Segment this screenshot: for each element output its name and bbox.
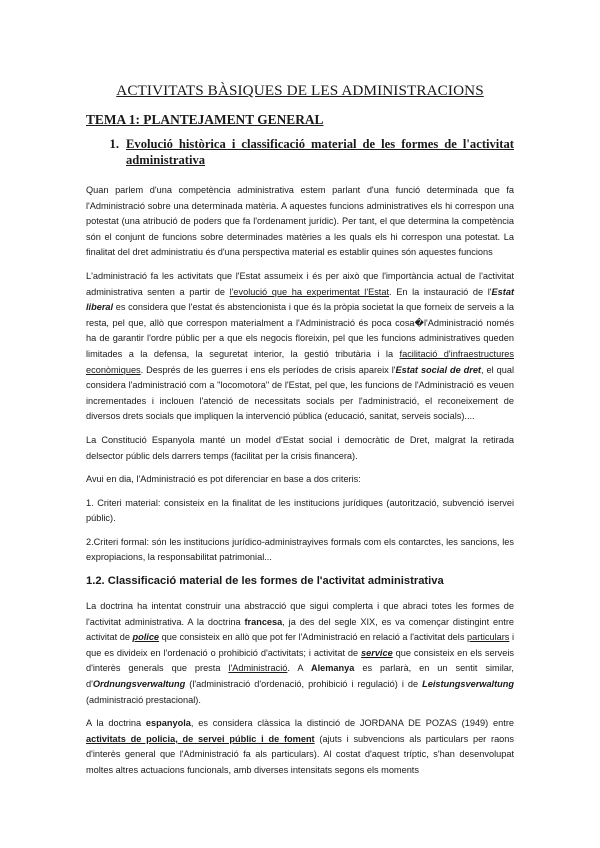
section-2-heading: 1.2. Classificació material de les formes de l'activitat administrativa (86, 575, 444, 588)
paragraph-6: 2.Criteri formal: són les institucions jurídico-administrayives formals com els contarctes, les sancions, les expropiacions, la responsabilitat patrimonial... (86, 536, 514, 563)
p7-text: La doctrina ha intentat construir una abstracció que sigui complerta i que abraci totes les formes de l'activitat administrativa. A la doctrina (86, 601, 514, 627)
p2-text: l'Administració només ha de garantir l'ordre públic per a que els negocis floreixin, pel que les funcions administratives queden limitades a la defensa, la seguretat interior, la gestió tributària i la (86, 317, 514, 359)
p7-service: service (361, 647, 393, 658)
p8-text: , es considera clàssica la distinció de JORDANA DE POZAS (1949) entre (190, 718, 514, 729)
p7-text: , ja des del segle XIX, es va començar distingint entre activitat de (86, 616, 514, 643)
p7-text: i que es divideix en l'ordenació o prohibició d'activitats; i activitat de (86, 632, 514, 658)
paragraph-5: 1. Criteri material: consisteix en la finalitat de les institucions jurídiques (autorització, subvenció iservei públic). (86, 497, 514, 524)
p7-text: . A (287, 663, 311, 674)
p2-replacement-glyph: � (414, 317, 424, 328)
paragraph-3: La Constitució Espanyola manté un model d'Estat social i democràtic de Dret, malgrat la retirada delsector públic dels darrers temps (facilitat per la crisis financera). (86, 434, 514, 461)
p2-text: L'administració fa les activitats que l'Estat assumeix i és per això que l'importància actual de l'activitat administrativa senten a partir de (86, 270, 514, 297)
section-1-heading (86, 136, 514, 168)
p7-text: (administració prestacional). (86, 694, 201, 705)
paragraph-4: Avui en dia, l'Administració es pot diferenciar en base a dos criteris: (86, 474, 361, 485)
p7-police: police (132, 632, 160, 643)
p7-francesa: francesa (244, 616, 283, 627)
p8-text: A la doctrina (86, 718, 146, 729)
p7-leistungsverwaltung: Leistungsverwaltung (422, 679, 514, 690)
tema-title: TEMA 1: PLANTEJAMENT GENERAL (86, 112, 324, 127)
p7-text: que consisteix en allò que pot fer l'Administració en relació a l'activitat dels (159, 632, 467, 643)
p2-text: . En la instauració de l' (389, 286, 492, 297)
p8-text: (ajuts i subvencions als particulars per raons d'interès general que l'Administració fa als particulars). Al costat d'aquest tríptic, s'han desenvolupat moltes altres actuacions funcionals, amb diverses intensitats segons els moments (86, 733, 514, 775)
p2-underline-economiques: econòmiques (86, 364, 141, 375)
paragraph-2 (86, 269, 514, 425)
p7-administracio: l'Administració (228, 663, 288, 674)
p7-text: que consisteix en els serveis d'interès generals que presta (86, 647, 514, 674)
p7-text: es parlarà, en un sentit similar, d' (86, 663, 514, 690)
p2-estat-liberal: Estat liberal (86, 286, 514, 313)
p2-underline-evolucio: l'evolució que ha experimentat l'Estat (229, 286, 390, 297)
p2-underline-infraestructures: facilitació d'infraestructures (399, 348, 514, 359)
p7-ordnungsverwaltung: Ordnungsverwaltung (92, 679, 186, 690)
p8-activitats-triptic: activitats de policia, de servei públic i de foment (86, 733, 315, 744)
paragraph-1: Quan parlem d'una competència administrativa estem parlant d'una funció determinada que fa l'Administració sobre una determinada matèria. A aquestes funcions administratives els hi correspon una potestat (una atribució de poders que fa l'ordenament jurídic). Per tant, el que determina la competència són el conjunt de funcions sobre determinades matèries a les quals els hi correspon una potestat. La finalitat del dret administratiu és d'una perspectiva material es establir quines són aquestes funcions (86, 185, 514, 258)
section-1-number: 1. (109, 137, 119, 151)
p2-estat-social: Estat social de dret (395, 364, 481, 375)
section-1-title: Evolució històrica i classificació material de les formes de l'activitat administrativa (126, 137, 514, 167)
p8-espanyola: espanyola (145, 718, 191, 729)
p7-particulars: particulars (467, 632, 510, 643)
document-title: ACTIVITATS BÀSIQUES DE LES ADMINISTRACIONS (116, 82, 484, 99)
paragraph-7 (86, 599, 514, 708)
p2-text: . Després de les guerres i ens els períodes de crisis apareix l' (140, 364, 396, 375)
p2-text: es considera que l'estat és abstencionista i que és la pròpia societat la que forneix de serveis a la resta, pel que, allò que correspon materialment a l'Administració és poca cosa (86, 302, 514, 328)
p2-text: , el qual considera l'administració com a "locomotora" de l'Estat, pel que, les funcions de l'Administració es veuen incrementades i inclouen l'atenció de necessitats socials per l'administració, el reconeixement de diversos drets socials que impliquen la intervenció pública (educació, sanitat, serveis socials).... (86, 364, 514, 422)
paragraph-8 (86, 716, 514, 778)
p7-alemanya: Alemanya (310, 663, 355, 674)
p7-text: (l'administració d'ordenació, prohibició i regulació) i de (185, 679, 423, 690)
